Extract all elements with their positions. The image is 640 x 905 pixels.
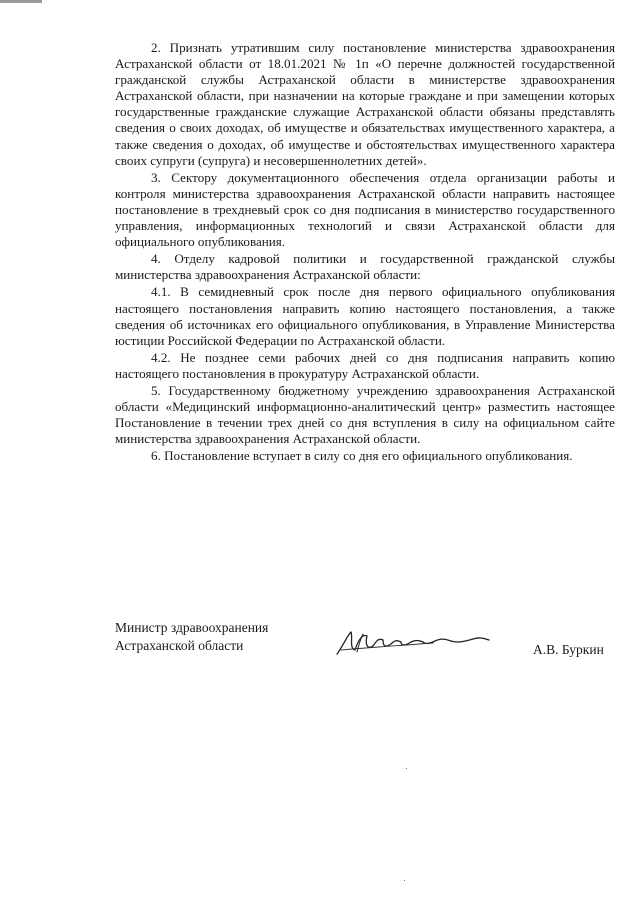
signatory-position-line2: Астраханской области: [115, 638, 244, 653]
document-body: [115, 40, 615, 464]
paragraph-4-1: 4.1. В семидневный срок после дня первого официального опубликования настоящего постановления направить копию настоящего постановления, а также сведения об источниках его официального опубликования, в Управление Министерства юстиции Российской Федерации по Астраханской области.: [115, 284, 615, 348]
paragraph-2: 2. Признать утратившим силу постановление министерства здравоохранения Астраханской области от 18.01.2021 № 1п «О перечне должностей государственной гражданской службы Астраханской области в министерстве здравоохранения Астраханской области, при назначении на которые граждане и при замещении которых государственные гражданские служащие Астраханской области обязаны представлять сведения о своих доходах, об имуществе и обязательствах имущественного характера, а также сведения о доходах, об имуществе и обстоятельствах имущественного характера своих супруги (супруга) и несовершеннолетних детей».: [115, 40, 615, 168]
scan-speck: [404, 880, 405, 881]
scan-speck: [406, 768, 407, 769]
paragraph-4: 4. Отделу кадровой политики и государственной гражданской службы министерства здравоохранения Астраханской области:: [115, 251, 615, 283]
paragraph-4-2: 4.2. Не позднее семи рабочих дней со дня подписания направить копию настоящего постановления в прокуратуру Астраханской области.: [115, 349, 615, 381]
signatory-position: [115, 619, 268, 655]
scan-edge-mark: [0, 0, 42, 3]
signatory-name: А.В. Буркин: [533, 642, 604, 657]
signatory-position-line1: Министр здравоохранения: [115, 620, 269, 635]
paragraph-5: 5. Государственному бюджетному учреждению здравоохранения Астраханской области «Медицинский информационно-аналитический центр» разместить настоящее Постановление в течении трех дней со дня вступления в силу на официальном сайте министерства здравоохранения Астраханской области.: [115, 382, 615, 447]
handwritten-signature: [333, 624, 493, 664]
paragraph-6: 6. Постановление вступает в силу со дня его официального опубликования.: [151, 448, 573, 464]
paragraph-3: 3. Сектору документационного обеспечения отдела организации работы и контроля министерства здравоохранения Астраханской области направить настоящее постановление в трехдневый срок со дня подписания в министерство государственного управления, информационных технологий и связи Астраханской области для официального опубликования.: [115, 169, 615, 250]
